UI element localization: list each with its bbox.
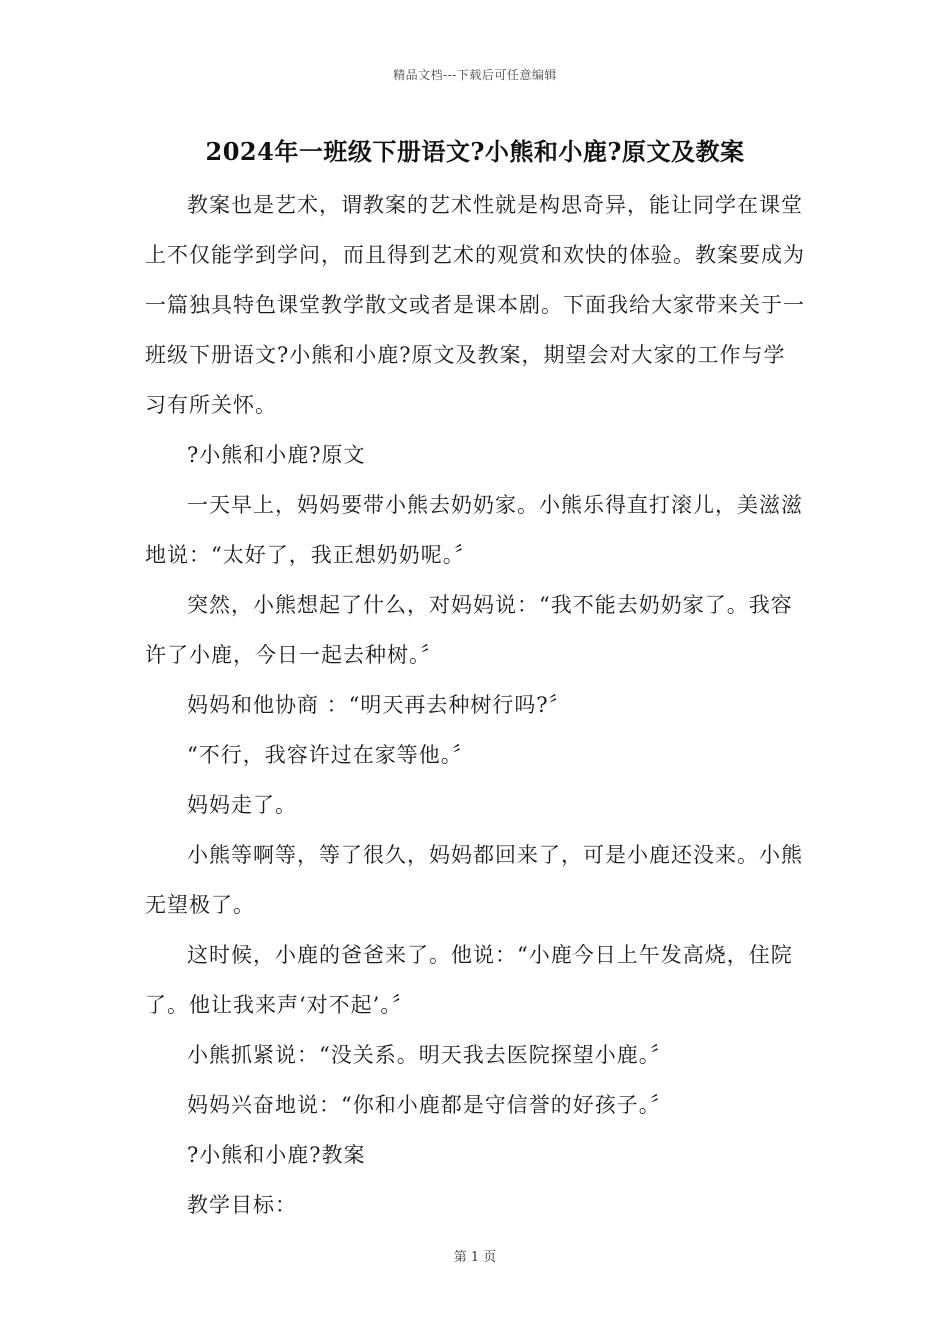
- paragraph: 妈妈走了。: [187, 793, 297, 817]
- paragraph: 这时候，小鹿的爸爸来了。他说：“小鹿今日上午发高烧，住院了。他让我来声‘对不起’。〞: [145, 943, 793, 1017]
- paragraph-intro: 教案也是艺术，谓教案的艺术性就是构思奇异，能让同学在课堂上不仅能学到学问，而且得到艺术的观赏和欢快的体验。教案要成为一篇独具特色课堂教学散文或者是课本剧。下面我给大家带来关于一班级下册语文?小熊和小鹿?原文及教案，期望会对大家的工作与学习有所关怀。: [145, 193, 805, 417]
- paragraph: 突然，小熊想起了什么，对妈妈说：“我不能去奶奶家了。我容许了小鹿，今日一起去种树。〞: [145, 593, 793, 667]
- section-heading-lesson-plan: ?小熊和小鹿?教案: [187, 1143, 366, 1167]
- page-header: 精品文档---下载后可任意编辑: [393, 68, 557, 82]
- document-body: [145, 180, 807, 1230]
- section-heading-original-text: ?小熊和小鹿?原文: [187, 443, 366, 467]
- paragraph: 妈妈兴奋地说：“你和小鹿都是守信誉的好孩子。〞: [187, 1093, 673, 1117]
- paragraph: 一天早上，妈妈要带小熊去奶奶家。小熊乐得直打滚儿，美滋滋地说：“太好了，我正想奶奶呢。〞: [145, 493, 803, 567]
- paragraph: 小熊等啊等，等了很久，妈妈都回来了，可是小鹿还没来。小熊无望极了。: [145, 843, 803, 917]
- document-title: 2024年一班级下册语文?小熊和小鹿?原文及教案: [205, 137, 745, 166]
- paragraph: 妈妈和他协商 ：“明天再去种树行吗?〞: [187, 693, 571, 717]
- paragraph: “不行，我容许过在家等他。〞: [187, 743, 475, 767]
- paragraph: 小熊抓紧说：“没关系。明天我去医院探望小鹿。〞: [187, 1043, 673, 1067]
- page-number: 第 1 页: [453, 1250, 497, 1265]
- section-heading-teaching-goals: 教学目标：: [187, 1193, 297, 1217]
